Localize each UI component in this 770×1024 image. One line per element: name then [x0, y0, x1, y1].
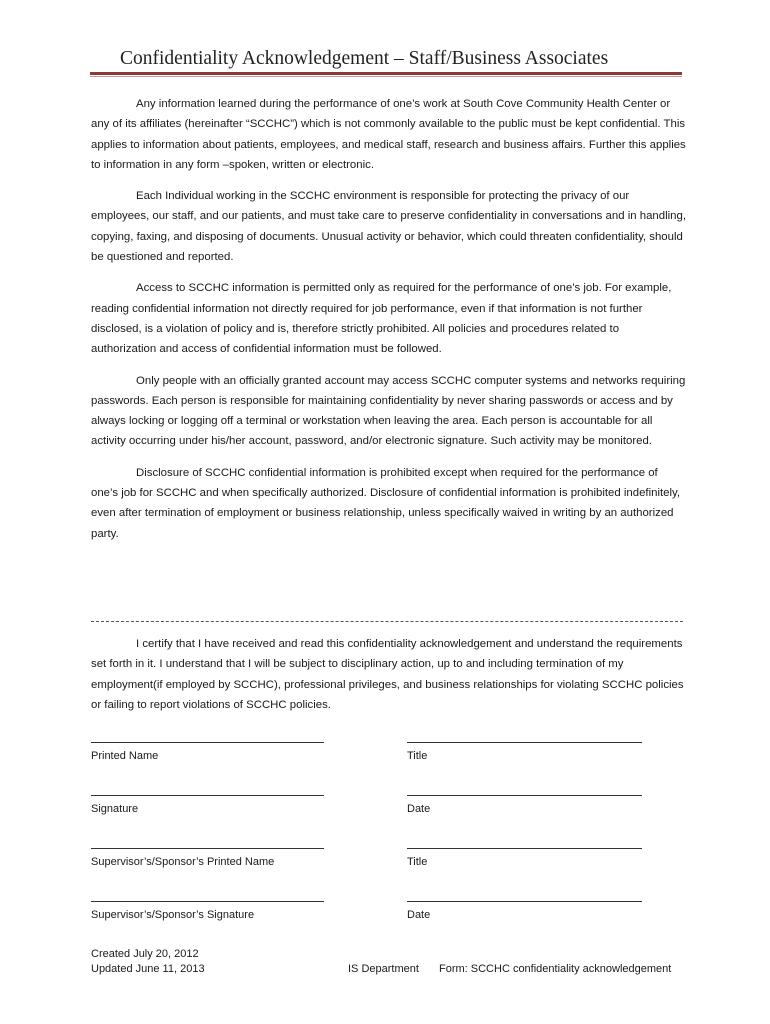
title-line[interactable]	[407, 742, 642, 743]
signature-label: Signature	[91, 803, 139, 815]
title-rule-shadow	[90, 76, 682, 77]
paragraph-scope: Any information learned during the performance of one’s work at South Cove Community Health Center or any of its affiliates (hereinafter “SCCHC”) which is not commonly available to the public must be kept confidential. This applies to information about patients, employees, and medical staff, research and business affairs. Further this applies to information in any form –spoken, written or electronic.	[91, 98, 686, 171]
certification-block	[91, 634, 687, 715]
footer-created: Created July 20, 2012	[91, 948, 199, 960]
footer-updated: Updated June 11, 2013	[91, 963, 205, 975]
supervisor-signature-label: Supervisor’s/Sponsor’s Signature	[91, 909, 255, 921]
printed-name-label: Printed Name	[91, 750, 159, 762]
title-label: Title	[407, 750, 428, 762]
supervisor-printed-name-label: Supervisor’s/Sponsor’s Printed Name	[91, 856, 275, 868]
supervisor-date-line[interactable]	[407, 901, 642, 902]
document-title: Confidentiality Acknowledgement – Staff/Business Associates	[120, 48, 609, 69]
printed-name-line[interactable]	[91, 742, 324, 743]
supervisor-title-label: Title	[407, 856, 428, 868]
date-line[interactable]	[407, 795, 642, 796]
policy-body	[91, 94, 687, 555]
date-label: Date	[407, 803, 431, 815]
supervisor-signature-line[interactable]	[91, 901, 324, 902]
paragraph-responsibility: Each Individual working in the SCCHC environment is responsible for protecting the privacy of our employees, our staff, and our patients, and must take care to preserve confidentiality in conversations and in handling, copying, faxing, and disposing of documents. Unusual activity or behavior, which could threaten confidentiality, should be questioned and reported.	[91, 190, 686, 264]
supervisor-printed-name-line[interactable]	[91, 848, 324, 849]
footer-department: IS Department	[348, 963, 419, 975]
signature-line[interactable]	[91, 795, 324, 796]
paragraph-accounts: Only people with an officially granted account may access SCCHC computer systems and networks requiring passwords. Each person is responsible for maintaining confidentiality by never sharing passwords or access and by always locking or logging off a terminal or workstation when leaving the area. Each person is accountable for all activity occurring under his/her account, password, and/or electronic signature. Such activity may be monitored.	[91, 374, 686, 448]
supervisor-title-line[interactable]	[407, 848, 642, 849]
paragraph-access: Access to SCCHC information is permitted only as required for the performance of one’s job. For example, reading confidential information not directly required for job performance, even if that information is not further disclosed, is a violation of policy and is, therefore strictly prohibited. All policies and procedures related to authorization and access of confidential information must be followed.	[91, 282, 672, 356]
title-rule	[90, 72, 682, 75]
supervisor-date-label: Date	[407, 909, 431, 921]
paragraph-disclosure: Disclosure of SCCHC confidential information is prohibited except when required for the performance of one’s job for SCCHC and when specifically authorized. Disclosure of confidential information is prohibited indefinitely, even after termination of employment or business relationship, unless specifically waived in writing by an authorized party.	[91, 466, 681, 540]
dashed-separator	[91, 621, 683, 622]
certification-text: I certify that I have received and read this confidentiality acknowledgement and understand the requirements set forth in it. I understand that I will be subject to disciplinary action, up to and including termination of my employment(if employed by SCCHC), professional privileges, and business relationships for violating SCCHC policies or failing to report violations of SCCHC policies.	[91, 638, 684, 711]
footer-form: Form: SCCHC confidentiality acknowledgement	[439, 963, 672, 975]
